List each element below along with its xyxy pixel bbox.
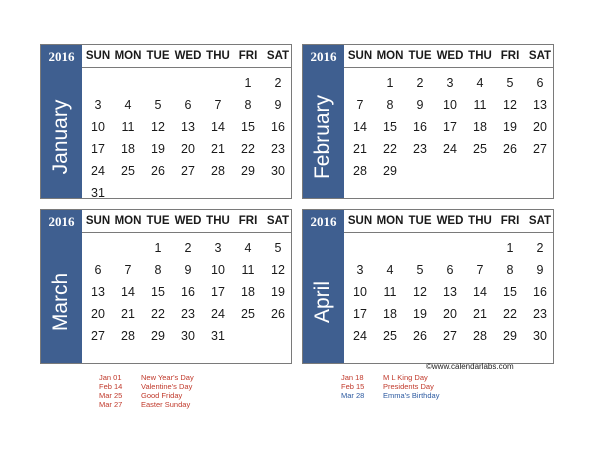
day-cell: 17 xyxy=(443,120,457,134)
day-cell: 12 xyxy=(151,120,165,134)
weekday-header: SAT xyxy=(528,50,552,62)
day-cell: 24 xyxy=(353,329,367,343)
day-cell: 22 xyxy=(503,307,517,321)
day-cell: 28 xyxy=(211,164,225,178)
weekday-header: MON xyxy=(376,50,404,62)
day-cell: 9 xyxy=(184,263,192,277)
day-cell: 10 xyxy=(211,263,225,277)
day-cell: 1 xyxy=(386,76,394,90)
day-cell: 17 xyxy=(353,307,367,321)
holiday-item xyxy=(341,391,439,400)
day-cell: 4 xyxy=(476,76,484,90)
weekday-header: FRI xyxy=(238,215,258,227)
day-cell: 26 xyxy=(503,142,517,156)
day-cell: 24 xyxy=(443,142,457,156)
day-cell: 1 xyxy=(506,241,514,255)
holiday-date: Jan 18 xyxy=(341,373,364,382)
day-cell: 15 xyxy=(383,120,397,134)
day-cell: 18 xyxy=(121,142,135,156)
month-side-bar xyxy=(303,210,344,363)
weekday-header: FRI xyxy=(500,50,520,62)
day-cell: 27 xyxy=(91,329,105,343)
day-cell: 17 xyxy=(91,142,105,156)
weekday-header: SAT xyxy=(528,215,552,227)
weekday-header: MON xyxy=(114,215,142,227)
day-cell: 25 xyxy=(383,329,397,343)
day-cell: 29 xyxy=(151,329,165,343)
holiday-name: M L King Day xyxy=(383,373,428,382)
day-cell: 19 xyxy=(151,142,165,156)
day-cell: 21 xyxy=(353,142,367,156)
holiday-item xyxy=(99,391,194,400)
month-panel-april xyxy=(302,209,554,364)
weekday-header: TUE xyxy=(146,215,170,227)
day-cell: 15 xyxy=(503,285,517,299)
header-divider xyxy=(344,67,554,68)
day-cell: 21 xyxy=(121,307,135,321)
day-cell: 2 xyxy=(274,76,282,90)
day-cell: 16 xyxy=(271,120,285,134)
weekday-header: TUE xyxy=(408,50,432,62)
day-cell: 20 xyxy=(443,307,457,321)
day-cell: 23 xyxy=(533,307,547,321)
day-cell: 26 xyxy=(271,307,285,321)
day-cell: 5 xyxy=(506,76,514,90)
day-cell: 8 xyxy=(244,98,252,112)
day-cell: 29 xyxy=(383,164,397,178)
day-cell: 25 xyxy=(473,142,487,156)
day-cell: 18 xyxy=(473,120,487,134)
day-cell: 28 xyxy=(473,329,487,343)
weekday-header: WED xyxy=(436,215,464,227)
day-cell: 31 xyxy=(91,186,105,200)
day-cell: 26 xyxy=(151,164,165,178)
day-cell: 13 xyxy=(443,285,457,299)
holiday-item xyxy=(341,382,439,391)
day-cell: 18 xyxy=(241,285,255,299)
day-cell: 21 xyxy=(473,307,487,321)
day-cell: 16 xyxy=(413,120,427,134)
day-cell: 6 xyxy=(94,263,102,277)
day-cell: 11 xyxy=(241,263,255,277)
day-cell: 4 xyxy=(124,98,132,112)
day-cell: 29 xyxy=(503,329,517,343)
weekday-header: THU xyxy=(206,50,230,62)
year-label: 2016 xyxy=(310,49,337,64)
day-cell: 2 xyxy=(536,241,544,255)
month-side-bar xyxy=(41,210,82,363)
month-name: January xyxy=(49,99,72,175)
day-cell: 6 xyxy=(446,263,454,277)
day-cell: 23 xyxy=(181,307,195,321)
weekday-header: THU xyxy=(468,215,492,227)
day-cell: 25 xyxy=(241,307,255,321)
day-cell: 30 xyxy=(533,329,547,343)
day-cell: 19 xyxy=(413,307,427,321)
weekday-header: THU xyxy=(468,50,492,62)
day-cell: 28 xyxy=(353,164,367,178)
weekday-header: TUE xyxy=(408,215,432,227)
day-cell: 16 xyxy=(181,285,195,299)
day-cell: 29 xyxy=(241,164,255,178)
holiday-date: Feb 15 xyxy=(341,382,365,391)
weekday-header: FRI xyxy=(238,50,258,62)
weekday-header: WED xyxy=(436,50,464,62)
year-label: 2016 xyxy=(48,49,75,64)
day-cell: 22 xyxy=(383,142,397,156)
day-cell: 14 xyxy=(473,285,487,299)
day-cell: 3 xyxy=(214,241,222,255)
holiday-item xyxy=(99,400,194,409)
weekday-header: SAT xyxy=(266,215,290,227)
holiday-date: Feb 14 xyxy=(99,382,123,391)
holiday-date: Mar 27 xyxy=(99,400,123,409)
day-cell: 11 xyxy=(383,285,397,299)
day-cell: 12 xyxy=(413,285,427,299)
day-cell: 19 xyxy=(271,285,285,299)
day-cell: 22 xyxy=(241,142,255,156)
month-panel-february xyxy=(302,44,554,199)
day-cell: 17 xyxy=(211,285,225,299)
day-cell: 27 xyxy=(533,142,547,156)
weekday-header: FRI xyxy=(500,215,520,227)
header-divider xyxy=(82,67,292,68)
weekday-header: SUN xyxy=(85,50,111,62)
holiday-name: Emma's Birthday xyxy=(383,391,440,400)
weekday-header: THU xyxy=(206,215,230,227)
day-cell: 23 xyxy=(271,142,285,156)
day-cell: 15 xyxy=(241,120,255,134)
holiday-name: Easter Sunday xyxy=(141,400,191,409)
day-cell: 10 xyxy=(353,285,367,299)
holiday-list-left xyxy=(99,373,194,409)
day-cell: 7 xyxy=(476,263,484,277)
day-cell: 3 xyxy=(356,263,364,277)
day-cell: 10 xyxy=(91,120,105,134)
weekday-header: WED xyxy=(174,50,202,62)
day-cell: 10 xyxy=(443,98,457,112)
day-cell: 1 xyxy=(154,241,162,255)
year-label: 2016 xyxy=(310,214,337,229)
holiday-name: New Year's Day xyxy=(141,373,194,382)
month-side-bar xyxy=(303,45,344,198)
day-cell: 13 xyxy=(91,285,105,299)
day-cell: 12 xyxy=(503,98,517,112)
holiday-item xyxy=(99,373,194,382)
day-cell: 27 xyxy=(181,164,195,178)
day-cell: 16 xyxy=(533,285,547,299)
holiday-item xyxy=(341,373,439,382)
day-cell: 11 xyxy=(473,98,487,112)
day-cell: 22 xyxy=(151,307,165,321)
day-cell: 14 xyxy=(211,120,225,134)
day-cell: 20 xyxy=(533,120,547,134)
day-cell: 2 xyxy=(416,76,424,90)
holiday-date: Mar 28 xyxy=(341,391,365,400)
day-cell: 27 xyxy=(443,329,457,343)
day-cell: 3 xyxy=(94,98,102,112)
day-cell: 25 xyxy=(121,164,135,178)
day-cell: 8 xyxy=(386,98,394,112)
month-panel-january xyxy=(40,44,292,199)
day-cell: 21 xyxy=(211,142,225,156)
day-cell: 30 xyxy=(181,329,195,343)
day-cell: 30 xyxy=(271,164,285,178)
holiday-list-right xyxy=(341,373,439,400)
holiday-name: Presidents Day xyxy=(383,382,434,391)
year-label: 2016 xyxy=(48,214,75,229)
day-cell: 5 xyxy=(154,98,162,112)
weekday-header: SAT xyxy=(266,50,290,62)
day-cell: 24 xyxy=(211,307,225,321)
day-cell: 19 xyxy=(503,120,517,134)
month-name: February xyxy=(311,94,334,180)
day-cell: 5 xyxy=(274,241,282,255)
day-cell: 8 xyxy=(154,263,162,277)
day-cell: 7 xyxy=(356,98,364,112)
day-cell: 20 xyxy=(181,142,195,156)
day-cell: 12 xyxy=(271,263,285,277)
weekday-header: SUN xyxy=(347,50,373,62)
day-cell: 13 xyxy=(181,120,195,134)
day-cell: 4 xyxy=(386,263,394,277)
month-name: April xyxy=(311,280,334,324)
day-cell: 5 xyxy=(416,263,424,277)
day-cell: 1 xyxy=(244,76,252,90)
day-cell: 9 xyxy=(536,263,544,277)
day-cell: 11 xyxy=(121,120,135,134)
day-cell: 24 xyxy=(91,164,105,178)
day-cell: 26 xyxy=(413,329,427,343)
holiday-name: Good Friday xyxy=(141,391,183,400)
holiday-name: Valentine's Day xyxy=(141,382,193,391)
day-cell: 18 xyxy=(383,307,397,321)
day-cell: 2 xyxy=(184,241,192,255)
day-cell: 3 xyxy=(446,76,454,90)
holiday-date: Mar 25 xyxy=(99,391,123,400)
day-cell: 28 xyxy=(121,329,135,343)
credit-text: ©www.calendarlabs.com xyxy=(426,362,514,371)
day-cell: 15 xyxy=(151,285,165,299)
weekday-header: MON xyxy=(376,215,404,227)
day-cell: 7 xyxy=(124,263,132,277)
day-cell: 6 xyxy=(536,76,544,90)
holiday-date: Jan 01 xyxy=(99,373,122,382)
month-side-bar xyxy=(41,45,82,198)
weekday-header: SUN xyxy=(347,215,373,227)
holiday-item xyxy=(99,382,194,391)
weekday-header: WED xyxy=(174,215,202,227)
day-cell: 4 xyxy=(244,241,252,255)
day-cell: 14 xyxy=(353,120,367,134)
weekday-header: MON xyxy=(114,50,142,62)
day-cell: 9 xyxy=(416,98,424,112)
header-divider xyxy=(82,232,292,233)
month-name: March xyxy=(49,272,72,332)
day-cell: 14 xyxy=(121,285,135,299)
header-divider xyxy=(344,232,554,233)
day-cell: 8 xyxy=(506,263,514,277)
day-cell: 23 xyxy=(413,142,427,156)
weekday-header: SUN xyxy=(85,215,111,227)
day-cell: 7 xyxy=(214,98,222,112)
day-cell: 13 xyxy=(533,98,547,112)
day-cell: 31 xyxy=(211,329,225,343)
day-cell: 6 xyxy=(184,98,192,112)
weekday-header: TUE xyxy=(146,50,170,62)
day-cell: 9 xyxy=(274,98,282,112)
day-cell: 20 xyxy=(91,307,105,321)
month-panel-march xyxy=(40,209,292,364)
